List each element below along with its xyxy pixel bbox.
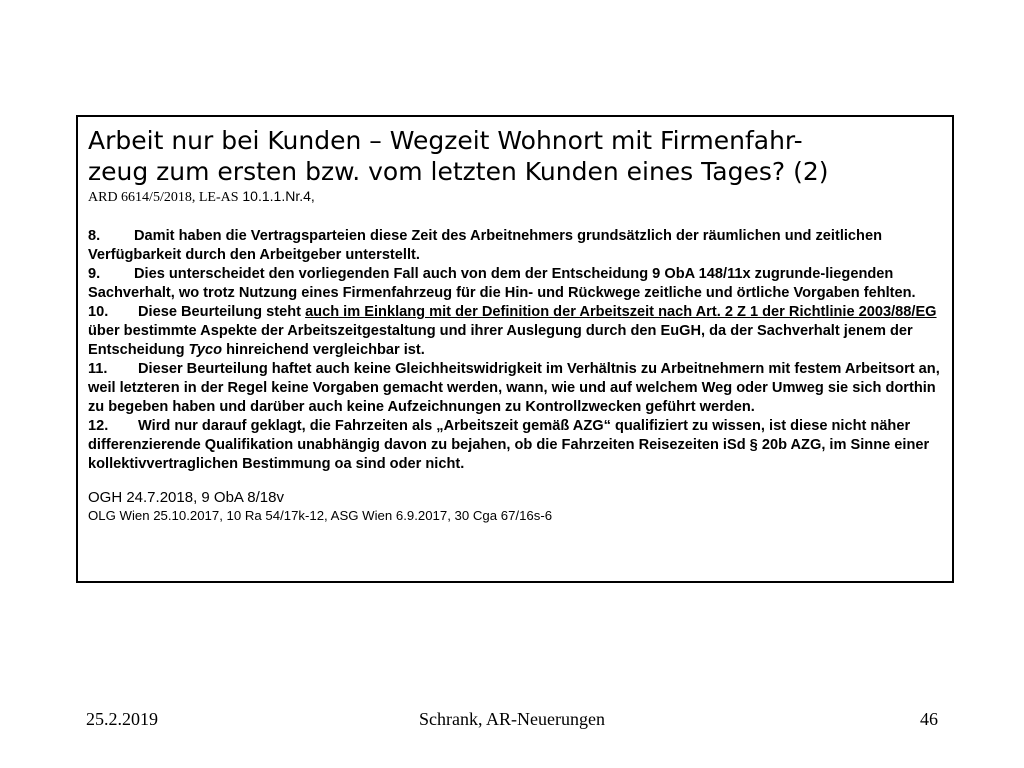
- paragraph-10: [88, 303, 942, 360]
- citation-ogh: OGH 24.7.2018, 9 ObA 8/18v: [88, 489, 284, 506]
- paragraph-text-pre: Diese Beurteilung steht: [138, 304, 306, 320]
- paragraph-9: [88, 265, 942, 303]
- paragraph-text-italic: Tyco: [188, 342, 223, 358]
- paragraph-11: [88, 360, 942, 417]
- title-line-2: zeug zum ersten bzw. vom letzten Kunden eines Tages? (2): [88, 157, 829, 186]
- paragraph-text-post: hinreichend vergleichbar ist.: [222, 342, 425, 358]
- paragraph-number: 11.: [88, 361, 108, 377]
- paragraph-number: 8.: [88, 228, 101, 244]
- reference-leas: 10.1.1.Nr.4,: [238, 188, 315, 204]
- paragraph-number: 12.: [88, 418, 109, 434]
- footer-date: 25.2.2019: [86, 709, 158, 729]
- slide-title: [88, 125, 942, 187]
- reference-line: [88, 187, 942, 207]
- content-box: [76, 115, 954, 583]
- footer-author: Schrank, AR-Neuerungen: [419, 709, 605, 729]
- paragraph-text-mid: über bestimmte Aspekte der Arbeitszeitgestaltung und ihrer Auslegung durch den EuGH, da der Sachverhalt jenem der Entscheidung: [88, 323, 913, 358]
- paragraph-number: 9.: [88, 266, 101, 282]
- citation-lower-courts: OLG Wien 25.10.2017, 10 Ra 54/17k-12, ASG Wien 6.9.2017, 30 Cga 67/16s-6: [88, 508, 553, 523]
- decision-text: [88, 227, 942, 474]
- paragraph-number: 10.: [88, 304, 109, 320]
- reference-ard: ARD 6614/5/2018, LE-AS: [88, 190, 239, 205]
- paragraph-text: Dies unterscheidet den vorliegenden Fall auch von dem der Entscheidung 9 ObA 148/11x zugrunde-liegenden Sachverhalt, wo trotz Nutzung eines Firmenfahrzeug für die Hin- und Rückwege zeitliche und örtliche Vorgaben fehlten.: [88, 266, 916, 301]
- paragraph-text-underlined: auch im Einklang mit der Definition der Arbeitszeit nach Art. 2 Z 1 der Richtlinie 2003/88/EG: [305, 304, 937, 320]
- paragraph-text: Damit haben die Vertragsparteien diese Zeit des Arbeitnehmers grundsätzlich der räumlichen und zeitlichen Verfügbarkeit durch den Arbeitgeber unterstellt.: [88, 228, 882, 263]
- footer-page-number: 46: [920, 709, 938, 729]
- paragraph-text: Wird nur darauf geklagt, die Fahrzeiten als „Arbeitszeit gemäß AZG“ qualifiziert zu wissen, ist diese nicht näher differenzierende Qualifikation unabhängig davon zu bejahen, ob die Fahrzeiten Reisezeiten iSd § 20b AZG, im Sinne einer kollektivvertraglichen Bestimmung oa sind oder nicht.: [88, 418, 930, 472]
- paragraph-8: [88, 227, 942, 265]
- paragraph-text: Dieser Beurteilung haftet auch keine Gleichheitswidrigkeit im Verhältnis zu Arbeitnehmern mit festem Arbeitsort an, weil letzteren in der Regel keine Vorgaben gemacht werden, wann, wie und auf welchem Weg oder Umweg sie sich dorthin zu begeben haben und darüber auch keine Aufzeichnungen zu Kontrollzwecken geführt werden.: [88, 361, 940, 415]
- title-line-1: Arbeit nur bei Kunden – Wegzeit Wohnort mit Firmenfahr-: [88, 126, 803, 155]
- paragraph-12: [88, 417, 942, 474]
